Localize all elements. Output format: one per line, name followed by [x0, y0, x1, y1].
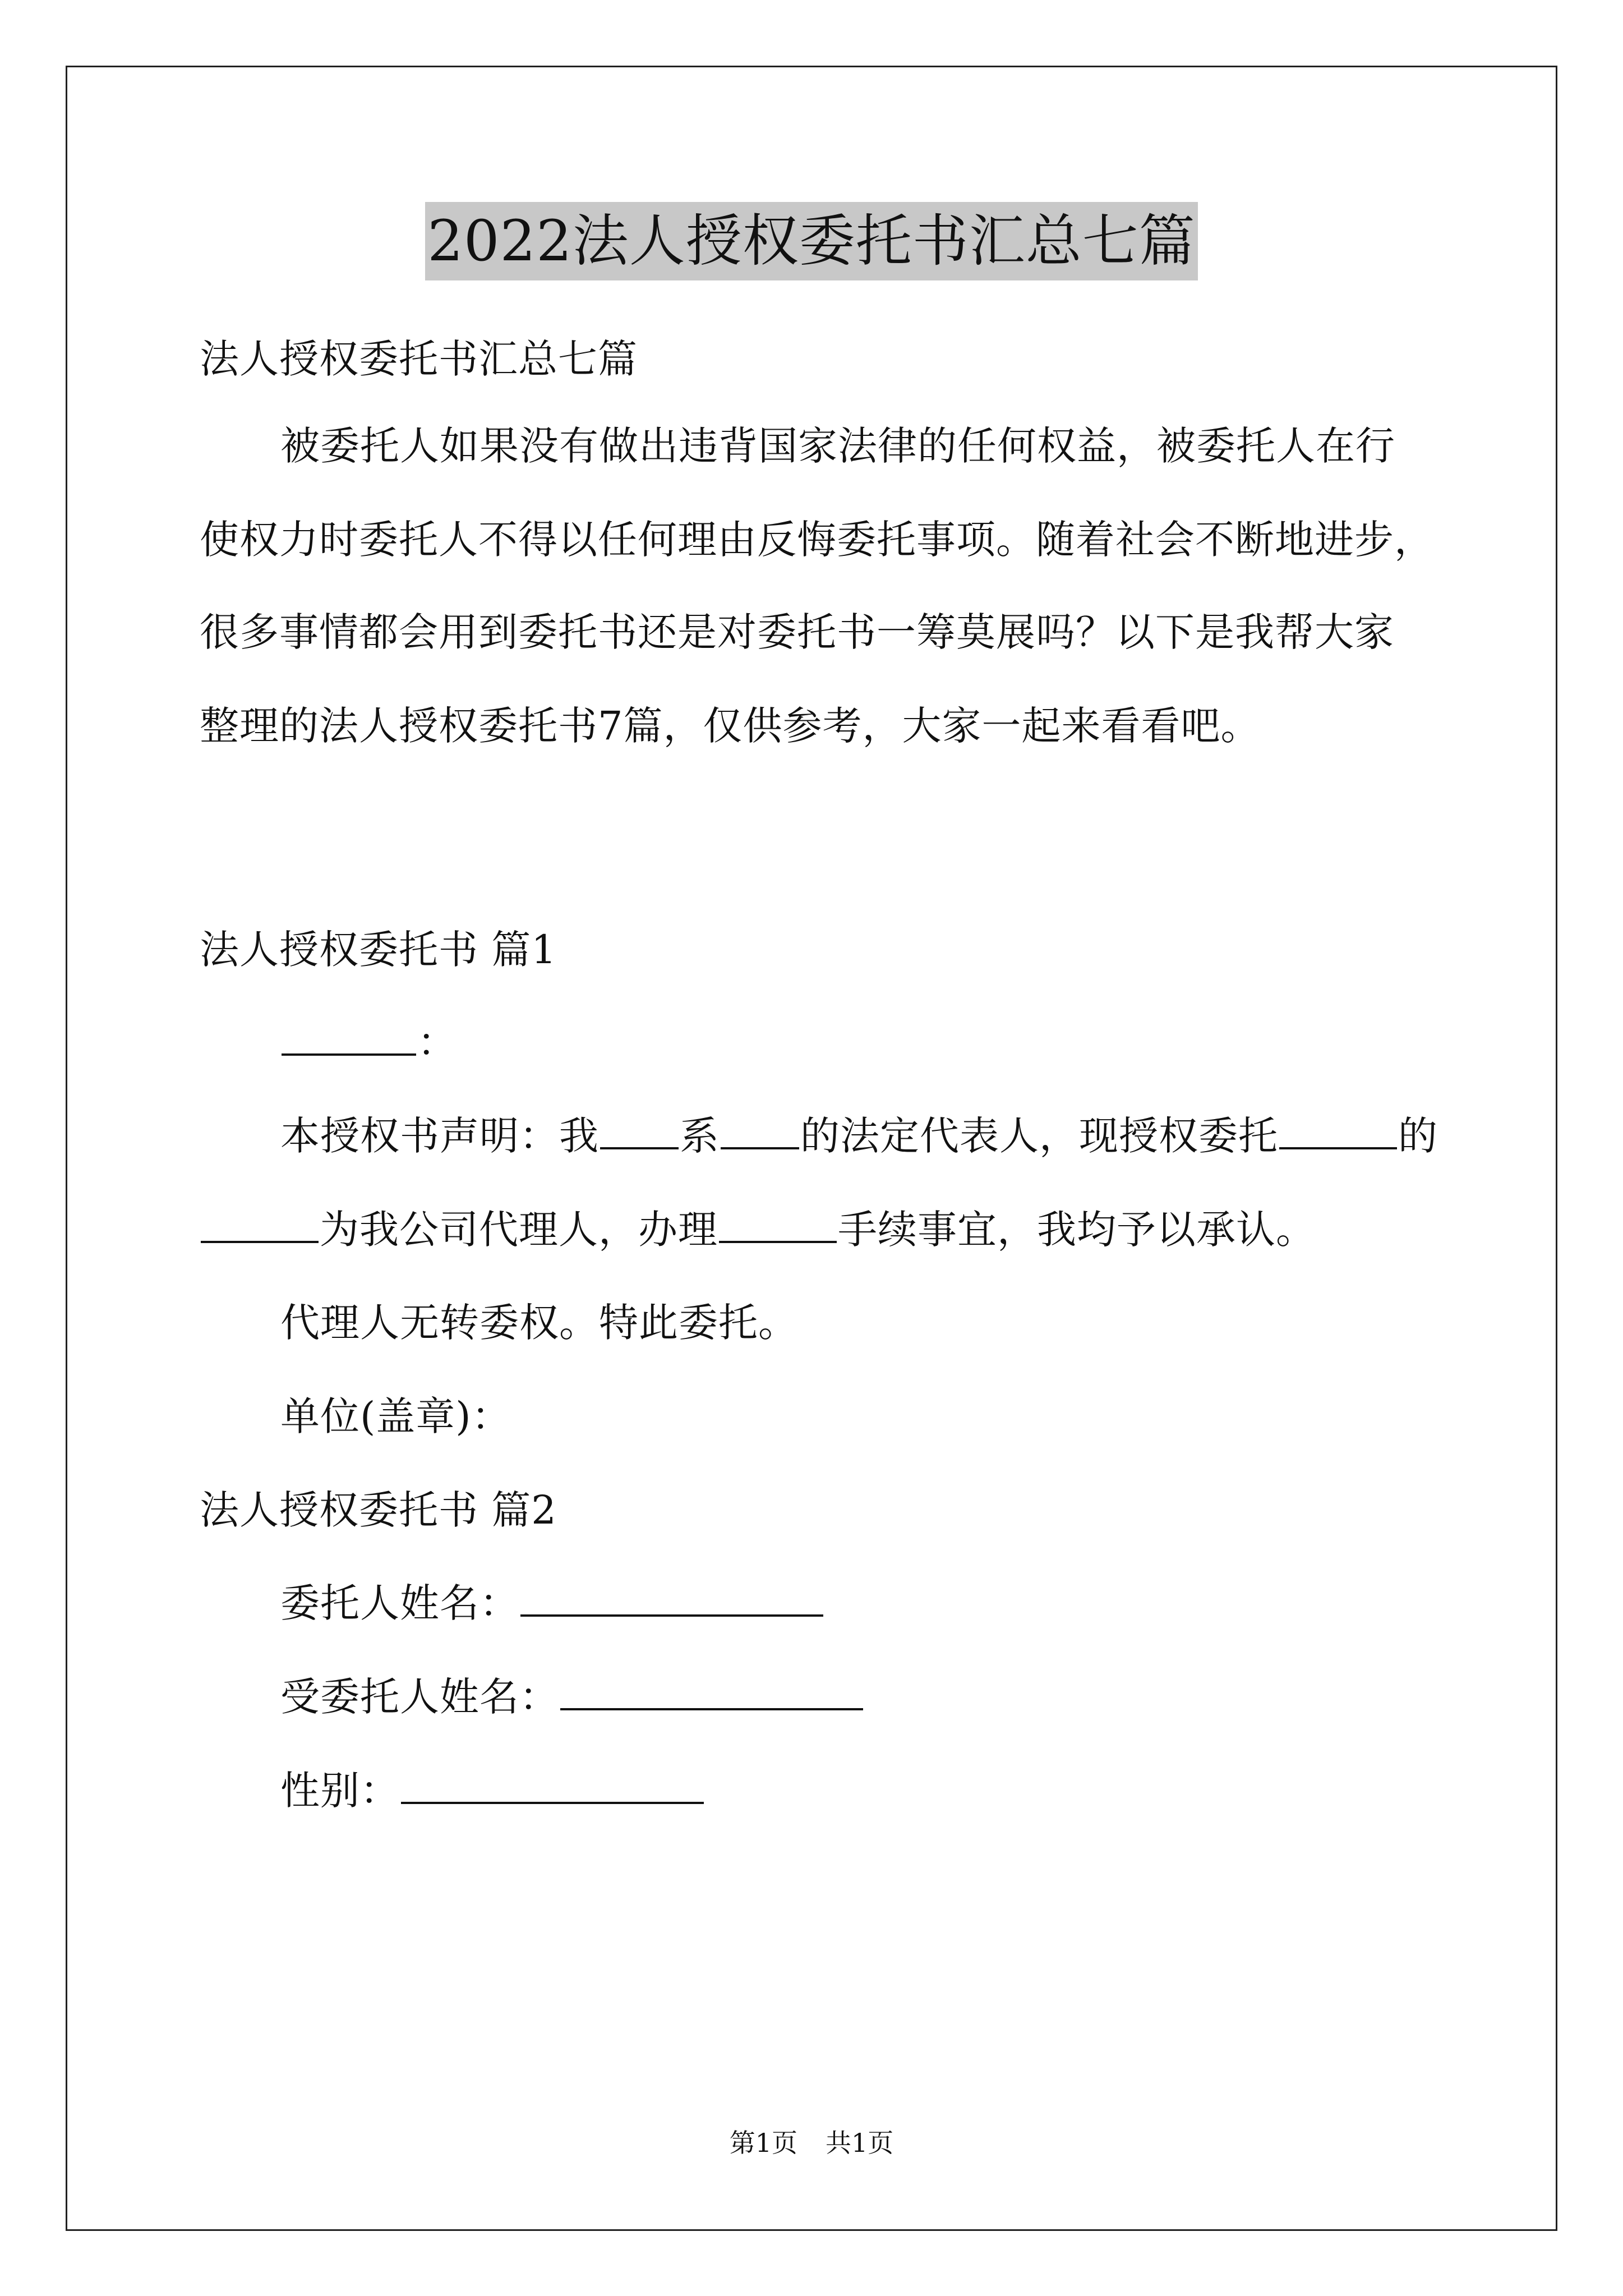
gender-label: 性别：: [280, 1768, 400, 1814]
section2-heading: 法人授权委托书 篇2: [200, 1487, 557, 1533]
document-subtitle: 法人授权委托书汇总七篇: [200, 336, 638, 382]
statement-line-1: [280, 1108, 1438, 1164]
statement-text-4: 的: [1398, 1113, 1438, 1159]
salutation-colon: ：: [417, 1019, 457, 1065]
matter-blank: [719, 1207, 837, 1243]
salutation-blank: [282, 1020, 416, 1056]
agent-name-field-blank: [560, 1674, 863, 1710]
section1-heading: 法人授权委托书 篇1: [200, 927, 557, 973]
gender-blank: [401, 1768, 704, 1804]
company-blank: [721, 1114, 799, 1149]
agent-name-line: [280, 1669, 864, 1725]
principal-name-label: 委托人姓名：: [280, 1580, 519, 1626]
name-blank: [600, 1114, 679, 1149]
title-area: [0, 202, 1623, 280]
intro-line-2: 使权力时委托人不得以任何理由反悔委托事项。随着社会不断地进步，: [200, 517, 1434, 563]
principal-name-line: [280, 1575, 824, 1631]
salutation-line: [280, 1014, 457, 1070]
gender-line: [280, 1763, 705, 1819]
statement2-text-1: 为我公司代理人，办理: [320, 1207, 718, 1253]
document-title: 2022法人授权委托书汇总七篇: [425, 202, 1198, 280]
statement-text-2: 系: [680, 1113, 720, 1159]
no-transfer-line: 代理人无转委权。特此委托。: [280, 1300, 798, 1346]
principal-name-blank: [520, 1581, 823, 1617]
agent-company-blank: [1279, 1114, 1397, 1149]
seal-line: 单位(盖章)：: [280, 1393, 511, 1439]
statement-line-2: [200, 1202, 1316, 1258]
page-current: 第1页: [729, 2128, 797, 2158]
agent-name-blank: [201, 1207, 319, 1243]
page-footer: [0, 2126, 1623, 2160]
page-total: 共1页: [826, 2128, 894, 2158]
intro-line-4: 整理的法人授权委托书7篇，仅供参考，大家一起来看看吧。: [200, 703, 1261, 749]
statement2-text-2: 手续事宜，我均予以承认。: [838, 1207, 1316, 1253]
agent-name-label: 受委托人姓名：: [280, 1674, 559, 1720]
intro-line-3: 很多事情都会用到委托书还是对委托书一筹莫展吗？以下是我帮大家: [200, 609, 1394, 655]
intro-line-1: 被委托人如果没有做出违背国家法律的任何权益，被委托人在行: [280, 423, 1395, 469]
statement-text-1: 本授权书声明：我: [280, 1113, 599, 1159]
statement-text-3: 的法定代表人，现授权委托: [800, 1113, 1278, 1159]
